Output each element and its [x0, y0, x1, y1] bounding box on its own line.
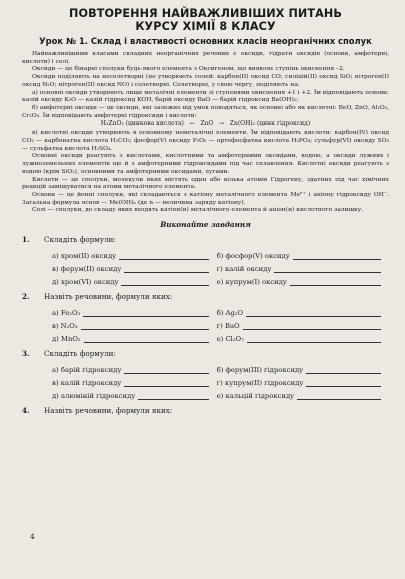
task-2 — [22, 292, 389, 302]
answer-label: г) калій оксиду — [216, 265, 272, 274]
answer-line[interactable] — [274, 271, 381, 273]
answer-line[interactable] — [124, 385, 208, 387]
answer-row — [52, 387, 389, 400]
answer-label: д) хром(VI) оксиду — [52, 278, 119, 287]
answer-label: д) MnO₂ — [52, 335, 81, 344]
answer-row — [52, 304, 389, 317]
answer-row — [52, 247, 389, 260]
amphoteric-oxides-paragraph: б) амфотерні оксиди — це оксиди, які залежно від умов поводяться, як основні або як кислотні: BeO, ZnO, Al₂O₃, Cr₂O₃. Їм відповідають амфотерні гідроксиди і кислоти: — [22, 103, 389, 119]
answer-row — [52, 330, 389, 343]
answer-row — [52, 374, 389, 387]
task-1-answers — [52, 247, 389, 286]
answer-line[interactable] — [293, 258, 381, 260]
zinc-equation: H₂ZnO₂ (цинкова кислота) ← ZnO → Zn(OH)₂ (цинк гідроксид) — [100, 120, 311, 128]
answer-label: д) алюміній гідроксиду — [52, 392, 136, 401]
answer-line[interactable] — [138, 398, 208, 400]
answer-label: в) ферум(II) оксиду — [52, 265, 122, 274]
task-4 — [22, 406, 389, 416]
tasks-heading: Виконайте завдання — [160, 220, 251, 230]
lesson-heading: Урок № 1. Склад і властивості основних класів неорганічних сполук — [39, 36, 372, 46]
answer-label: е) купрум(I) оксиду — [216, 278, 287, 287]
answer-row — [52, 260, 389, 273]
answer-row — [52, 317, 389, 330]
answer-label: е) Cl₂O₇ — [216, 335, 244, 344]
answer-line[interactable] — [246, 315, 381, 317]
answer-line[interactable] — [83, 315, 208, 317]
task-1 — [22, 235, 389, 245]
basic-oxides-paragraph: а) основні оксиди утворюють лише металічні елементи зі ступенями окиснення +1 і +2. Їм відповідають основи: калій оксиду K₂O — калій гідроксид KOH, барій оксиду BaO — барій гідроксид Ba(OH)₂; — [22, 88, 389, 104]
answer-label: б) ферум(III) гідроксиду — [216, 366, 304, 375]
answer-line[interactable] — [121, 284, 208, 286]
answer-line[interactable] — [243, 328, 381, 330]
task-text: Назвіть речовини, формули яких: — [44, 406, 173, 416]
task-number: 4. — [22, 406, 30, 416]
intro-paragraph: Найважливішими класами складних неорганічних речовин є оксиди, гідрати оксидів (основи, амфотерні, кислоти) і солі. — [22, 50, 389, 65]
answer-label: а) барій гідроксиду — [52, 366, 122, 375]
answer-label: е) кальцій гідроксиду — [216, 392, 295, 401]
page-number: 4 — [30, 532, 35, 541]
answer-label: а) хром(II) оксиду — [52, 252, 117, 261]
task-number: 1. — [22, 235, 30, 245]
answer-line[interactable] — [306, 372, 381, 374]
answer-line[interactable] — [306, 385, 381, 387]
title-line-2: КУРСУ ХІМІЇ 8 КЛАСУ — [135, 20, 276, 33]
task-text: Складіть формули: — [44, 235, 116, 245]
answer-line[interactable] — [119, 258, 209, 260]
answer-line[interactable] — [124, 271, 208, 273]
answer-line[interactable] — [124, 372, 208, 374]
answer-line[interactable] — [290, 284, 381, 286]
task-text: Назвіть речовини, формули яких: — [44, 292, 173, 302]
acidic-oxides-paragraph: в) кислотні оксиди утворюють в основному неметалічні елементи. Їм відповідають кислоти: карбон(IV) оксид CO₂ — карбонатна кислота H₂CO₃; фосфор(V) оксиду P₂O₅ — ортофосфатна кислота H₃PO₄; сульфур(VI) оксиду SO₃ — сульфатна кислота H₂SO₄. — [22, 129, 389, 152]
task-number: 3. — [22, 349, 30, 359]
answer-label: а) Fe₂O₃ — [52, 309, 81, 318]
task-number: 2. — [22, 292, 30, 302]
task-3-answers — [52, 361, 389, 400]
acids-definition: Кислоти — це сполуки, молекули яких містять один або кілька атомів Гідрогену, здатних під час хімічних реакцій заміщуватися на атоми металічного елемента. — [22, 175, 389, 191]
answer-line[interactable] — [247, 341, 381, 343]
task-2-answers — [52, 304, 389, 343]
answer-label: г) BaO — [216, 322, 240, 331]
answer-label: б) фосфор(V) оксиду — [216, 252, 290, 261]
task-3 — [22, 349, 389, 359]
answer-line[interactable] — [81, 328, 209, 330]
answer-label: б) Ag₂O — [216, 309, 244, 318]
task-text: Складіть формули: — [44, 349, 116, 359]
answer-line[interactable] — [297, 398, 381, 400]
salts-definition: Солі — сполуки, до складу яких входять катіон(и) металічного елемента й аніон(и) кислотного залишку. — [32, 206, 364, 214]
page-title — [22, 7, 389, 33]
answer-row — [52, 273, 389, 286]
answer-label: в) калій гідроксиду — [52, 379, 122, 388]
answer-label: г) купрум(II) гідроксиду — [216, 379, 304, 388]
oxides-classification: Оксиди поділяють на несолетворні (не утворюють солей: карбон(II) оксид CO; силіцій(II) оксид SiO; нітроген(I) оксид N₂O; нітроген(II) оксид NO) і солетворні. Солетворні, у свою чергу, поділяють на: — [22, 73, 389, 88]
oxide-reactions-paragraph: Основні оксиди реагують з кислотами, кислотними та амфотерними оксидами, водою, а оксиди лужних і лужноземельних елементів ще й з амфотерними гідроксидами під час сплавлення. Кислотні оксиди реагують з водою (крім SiO₂), основними та амфотерними оксидами, лугами. — [22, 152, 389, 175]
title-line-1: ПОВТОРЕННЯ НАЙВАЖЛИВІШИХ ПИТАНЬ — [69, 7, 342, 20]
answer-label: в) N₂O₃ — [52, 322, 78, 331]
answer-row — [52, 361, 389, 374]
bases-definition: Основи — це йонні сполуки, які складаються з катіону металічного елемента Meⁿ⁺ і аніону гідроксиду OH⁻. Загальна формула основ — Me(OH)ₙ (де n — величина заряду катіону). — [22, 190, 389, 206]
oxides-definition: Оксиди — це бінарні сполуки будь-якого елемента з Оксигеном, що виявляє ступінь окиснення –2. — [32, 65, 345, 73]
answer-line[interactable] — [84, 341, 209, 343]
